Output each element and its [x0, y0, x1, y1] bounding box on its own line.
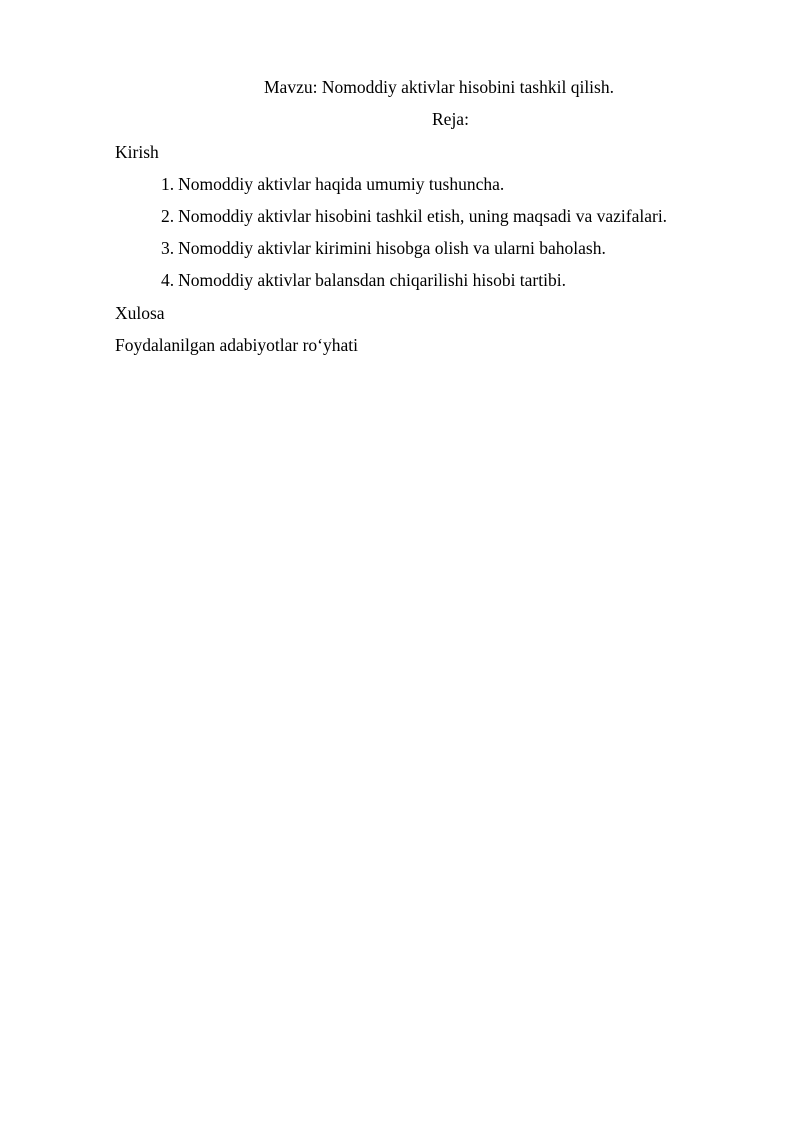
plan-item	[161, 205, 667, 227]
plan-item	[161, 173, 504, 195]
plan-item	[161, 237, 606, 259]
references-heading: Foydalanilgan adabiyotlar ro‘yhati	[115, 335, 358, 355]
plan-item-number: 1.	[161, 174, 175, 194]
plan-item-text: Nomoddiy aktivlar balansdan chiqarilishi hisobi tartibi.	[178, 270, 566, 290]
plan-item-number: 3.	[161, 238, 175, 258]
plan-item-text: Nomoddiy aktivlar hisobini tashkil etish, uning maqsadi va vazifalari.	[178, 206, 668, 226]
intro-heading: Kirish	[115, 142, 159, 162]
conclusion-heading: Xulosa	[115, 303, 165, 323]
plan-item-text: Nomoddiy aktivlar kirimini hisobga olish va ularni baholash.	[178, 238, 606, 258]
plan-item-number: 4.	[161, 270, 175, 290]
plan-heading: Reja:	[432, 109, 469, 129]
plan-item-number: 2.	[161, 206, 175, 226]
plan-item	[161, 269, 566, 291]
document-title: Mavzu: Nomoddiy aktivlar hisobini tashkil qilish.	[264, 77, 614, 97]
plan-item-text: Nomoddiy aktivlar haqida umumiy tushuncha.	[178, 174, 505, 194]
